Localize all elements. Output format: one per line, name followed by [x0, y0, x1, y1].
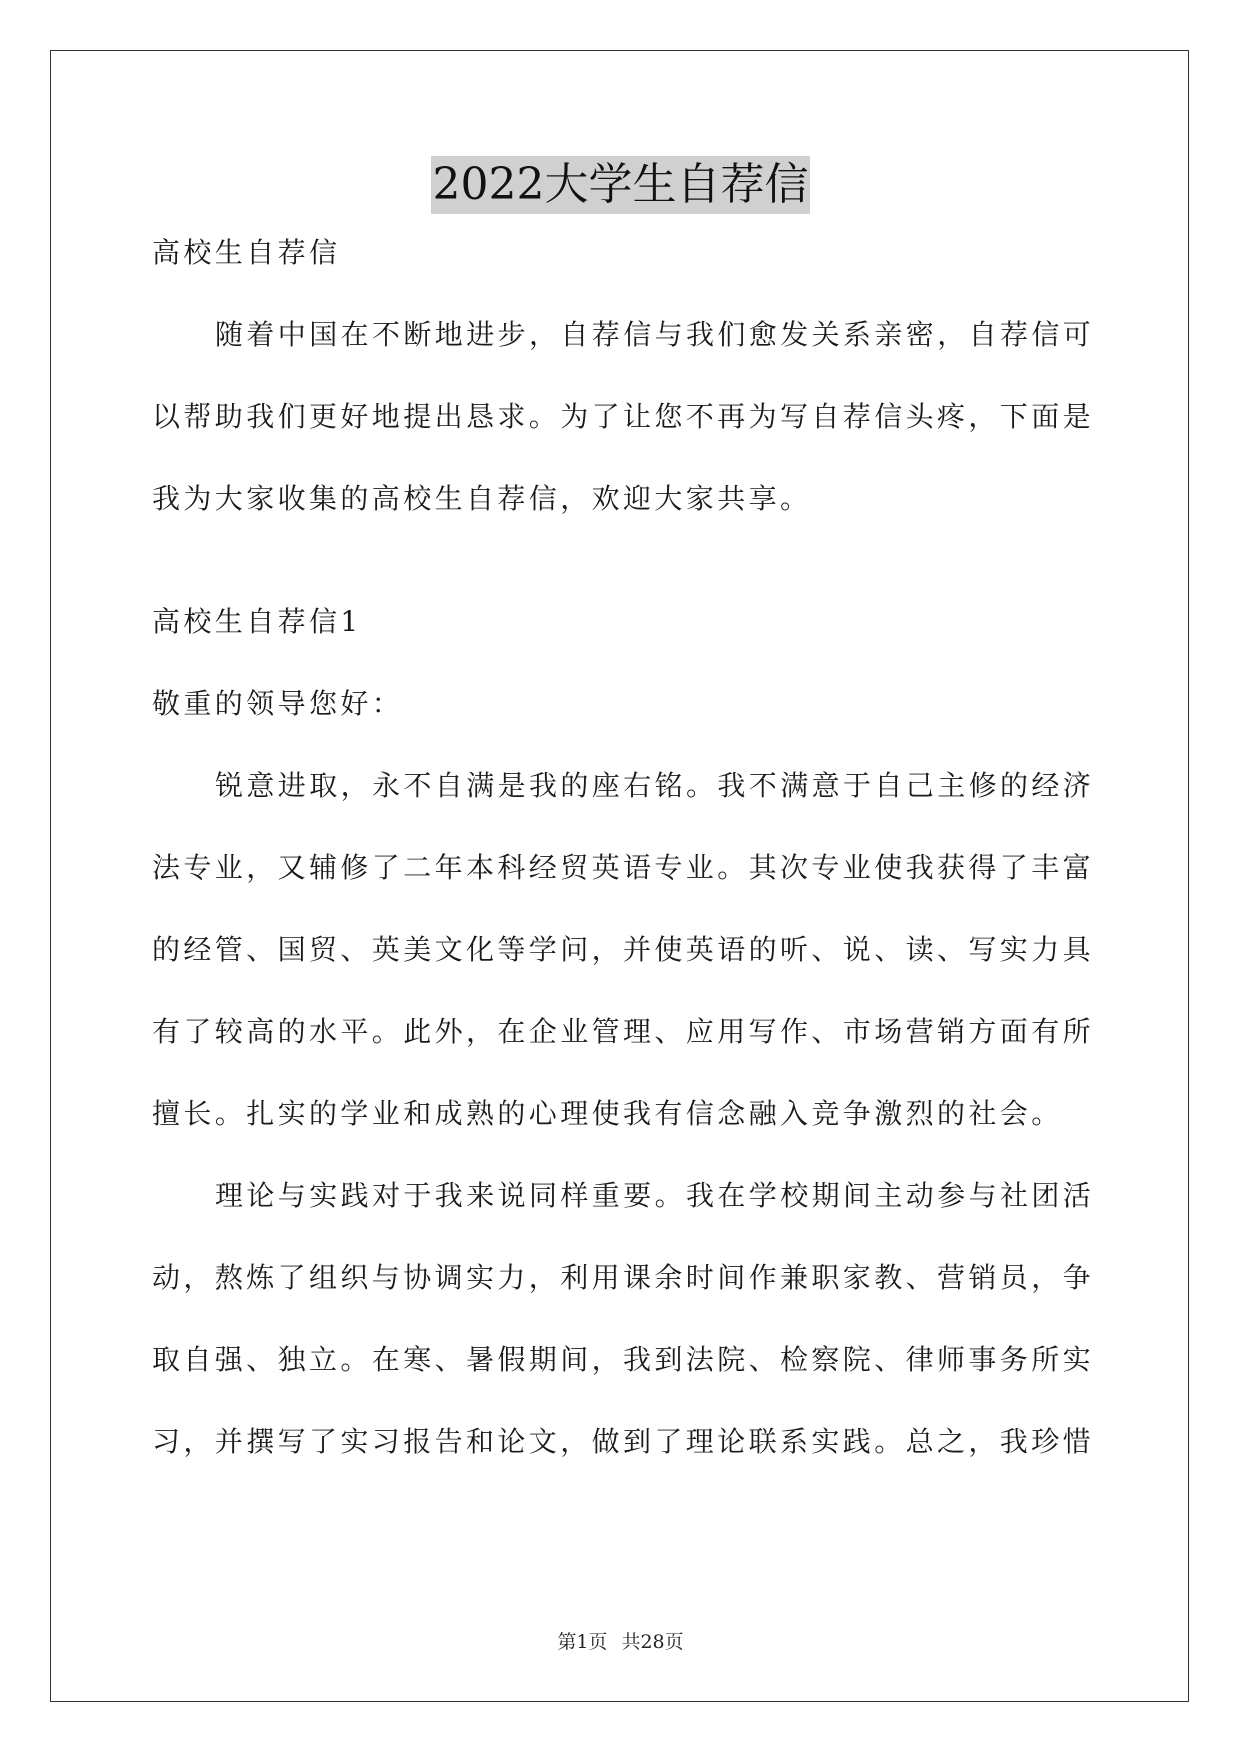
body-paragraph-1	[152, 765, 1095, 1134]
paragraph-line: 理论与实践对于我来说同样重要。我在学校期间主动参与社团活	[215, 1179, 1095, 1212]
paragraph-line: 以帮助我们更好地提出恳求。为了让您不再为写自荐信头疼，下面是	[152, 400, 1095, 433]
paragraph-line: 习，并撰写了实习报告和论文，做到了理论联系实践。总之，我珍惜	[152, 1425, 1095, 1458]
paragraph-line: 的经管、国贸、英美文化等学问，并使英语的听、说、读、写实力具	[152, 933, 1095, 966]
document-body	[152, 232, 1095, 1503]
paragraph-line: 有了较高的水平。此外，在企业管理、应用写作、市场营销方面有所	[152, 1015, 1095, 1048]
paragraph-line: 随着中国在不断地进步，自荐信与我们愈发关系亲密，自荐信可	[215, 318, 1095, 351]
paragraph-line: 我为大家收集的高校生自荐信，欢迎大家共享。	[152, 482, 812, 515]
paragraph-line: 擅长。扎实的学业和成熟的心理使我有信念融入竞争激烈的社会。	[152, 1097, 1063, 1130]
intro-paragraph	[152, 314, 1095, 519]
body-paragraph-2	[152, 1175, 1095, 1462]
page-total: 共28页	[621, 1631, 684, 1653]
paragraph-line: 取自强、独立。在寒、暑假期间，我到法院、检察院、律师事务所实	[152, 1343, 1095, 1376]
document-title: 2022大学生自荐信	[431, 156, 811, 214]
paragraph-line: 法专业，又辅修了二年本科经贸英语专业。其次专业使我获得了丰富	[152, 851, 1095, 884]
page-footer	[0, 1627, 1241, 1654]
page-number: 第1页	[557, 1631, 608, 1653]
section-heading: 高校生自荐信	[152, 236, 341, 269]
salutation: 敬重的领导您好：	[152, 687, 404, 720]
title-container	[0, 156, 1241, 214]
letter-heading: 高校生自荐信1	[152, 605, 362, 638]
paragraph-line: 动，熬炼了组织与协调实力，利用课余时间作兼职家教、营销员，争	[152, 1261, 1095, 1294]
paragraph-line: 锐意进取，永不自满是我的座右铭。我不满意于自己主修的经济	[215, 769, 1095, 802]
